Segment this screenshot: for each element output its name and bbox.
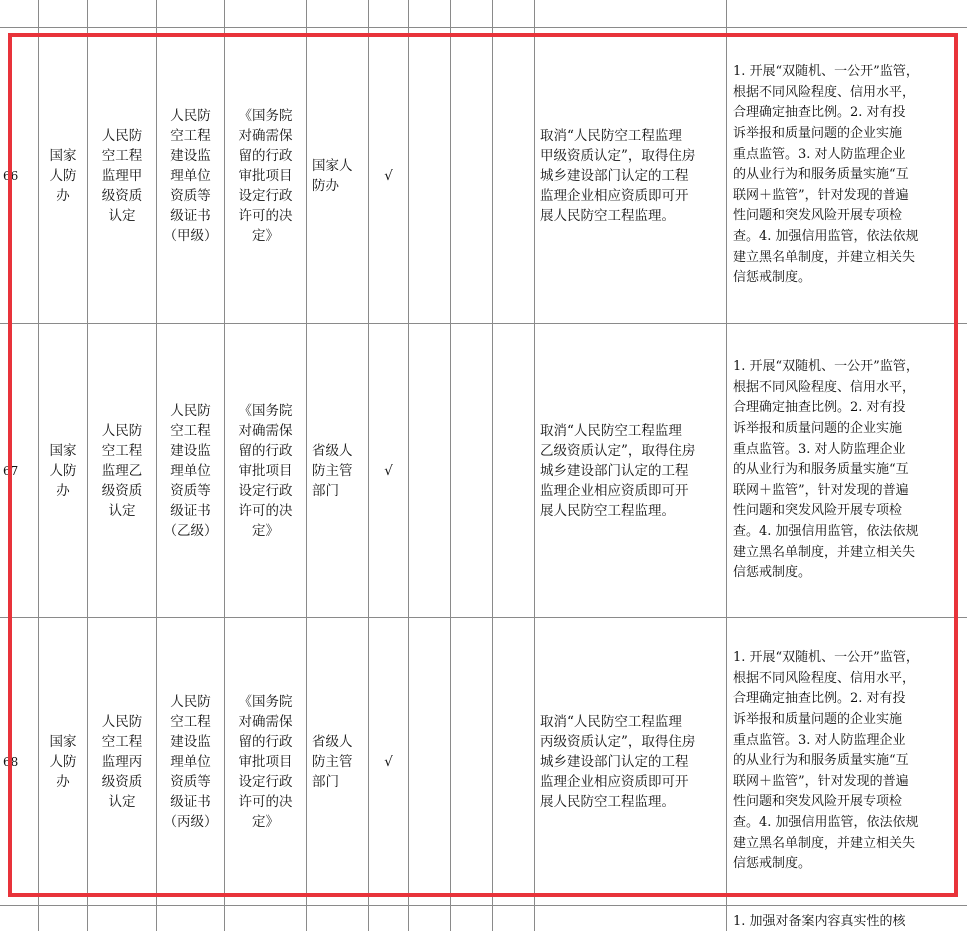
grid-line bbox=[450, 0, 451, 931]
grid-line bbox=[726, 0, 727, 931]
row-66-basis: 《国务院 对确需保 留的行政 审批项目 设定行政 许可的决 定》 bbox=[238, 107, 293, 244]
grid-line bbox=[408, 0, 409, 931]
row-66-number: 66 bbox=[3, 168, 19, 183]
grid-line bbox=[492, 0, 493, 931]
grid-line bbox=[0, 905, 967, 906]
row-67-supervision: 1. 开展“双随机、一公开”监管， 根据不同风险程度、信用水平， 合理确定抽查比例。2. 对有投 诉举报和质量问题的企业实施 重点监管。3. 对人防监理企业 的从业行为和服务质量实施“互 联网＋监管”，针对发现的普遍 性问题和突发风险开展专项检 查。4. 加强信用监管，依法依规 建立黑名单制度，并建立相关失 信惩戒制度。 bbox=[733, 359, 919, 581]
row-66-certificate: 人民防 空工程 建设监 理单位 资质等 级证书 （甲级） bbox=[163, 107, 218, 244]
row-67-basis: 《国务院 对确需保 留的行政 审批项目 设定行政 许可的决 定》 bbox=[238, 402, 293, 539]
row-66-check: √ bbox=[384, 167, 393, 184]
row-68-certificate: 人民防 空工程 建设监 理单位 资质等 级证书 （丙级） bbox=[163, 693, 218, 830]
row-67-certificate: 人民防 空工程 建设监 理单位 资质等 级证书 （乙级） bbox=[163, 402, 218, 539]
row-67-item: 人民防 空工程 监理乙 级资质 认定 bbox=[101, 422, 143, 519]
row-66-item: 人民防 空工程 监理甲 级资质 认定 bbox=[101, 127, 143, 224]
row-68-authority: 省级人 防主管 部门 bbox=[312, 733, 353, 790]
row-67-department: 国家 人防 办 bbox=[49, 442, 77, 499]
row-67-measure: 取消“人民防空工程监理 乙级资质认定”，取得住房 城乡建设部门认定的工程 监理企业相应资质即可开 展人民防空工程监理。 bbox=[540, 422, 696, 519]
row-66-authority: 国家人 防办 bbox=[312, 157, 353, 194]
row-68-check: √ bbox=[384, 753, 393, 770]
row-68-basis: 《国务院 对确需保 留的行政 审批项目 设定行政 许可的决 定》 bbox=[238, 693, 293, 830]
row-66-department: 国家 人防 办 bbox=[49, 147, 77, 204]
next-row-supervision-partial: 1. 加强对备案内容真实性的核 bbox=[733, 914, 906, 929]
row-67-authority: 省级人 防主管 部门 bbox=[312, 442, 353, 499]
row-68-department: 国家 人防 办 bbox=[49, 733, 77, 790]
row-68-item: 人民防 空工程 监理丙 级资质 认定 bbox=[101, 713, 143, 810]
row-67-check: √ bbox=[384, 462, 393, 479]
row-68-number: 68 bbox=[3, 754, 19, 769]
row-66-measure: 取消“人民防空工程监理 甲级资质认定”，取得住房 城乡建设部门认定的工程 监理企业相应资质即可开 展人民防空工程监理。 bbox=[540, 127, 696, 224]
row-68-measure: 取消“人民防空工程监理 丙级资质认定”，取得住房 城乡建设部门认定的工程 监理企业相应资质即可开 展人民防空工程监理。 bbox=[540, 713, 696, 810]
grid-line bbox=[306, 0, 307, 931]
row-67-number: 67 bbox=[3, 463, 19, 478]
grid-line bbox=[534, 0, 535, 931]
row-68-supervision: 1. 开展“双随机、一公开”监管， 根据不同风险程度、信用水平， 合理确定抽查比例。2. 对有投 诉举报和质量问题的企业实施 重点监管。3. 对人防监理企业 的从业行为和服务质量实施“互 联网＋监管”，针对发现的普遍 性问题和突发风险开展专项检 查。4. 加强信用监管，依法依规 建立黑名单制度，并建立相关失 信惩戒制度。 bbox=[733, 650, 919, 872]
row-66-supervision: 1. 开展“双随机、一公开”监管， 根据不同风险程度、信用水平， 合理确定抽查比例。2. 对有投 诉举报和质量问题的企业实施 重点监管。3. 对人防监理企业 的从业行为和服务质量实施“互 联网＋监管”，针对发现的普遍 性问题和突发风险开展专项检 查。4. 加强信用监管，依法依规 建立黑名单制度，并建立相关失 信惩戒制度。 bbox=[733, 64, 919, 286]
